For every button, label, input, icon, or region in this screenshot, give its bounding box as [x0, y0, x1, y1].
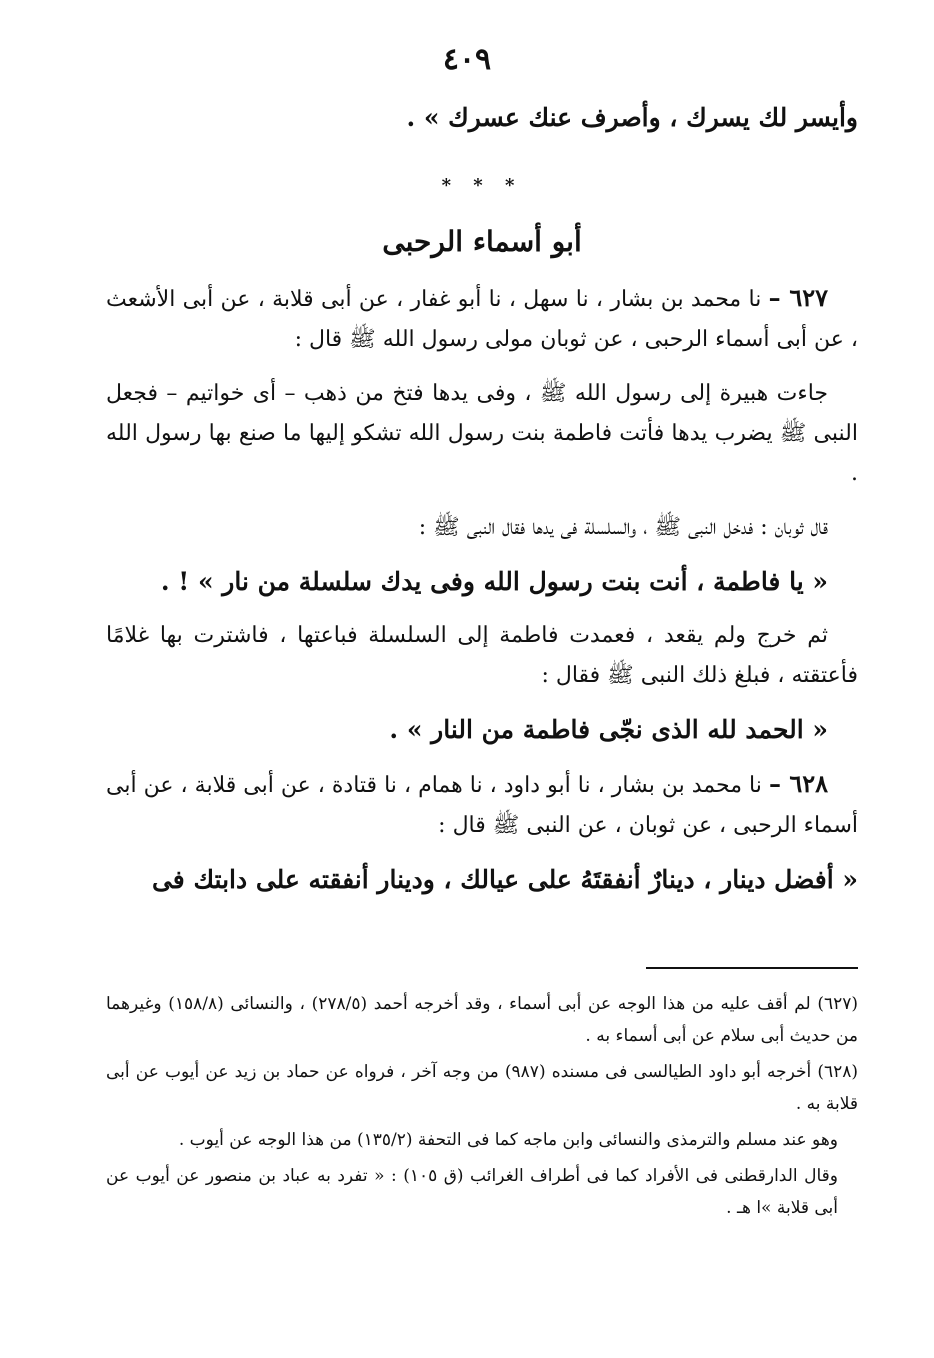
hadith-627-text-2: قال ثوبان : فدخل النبى ﷺ ، والسلسلة فى يدها فقال النبى ﷺ :	[418, 515, 828, 540]
footnotes	[106, 988, 858, 1228]
hadith-627-isnad	[106, 278, 858, 360]
hadith-628-number: ٦٢٨ –	[768, 769, 829, 798]
section-separator: * * *	[441, 175, 523, 196]
section-heading: أبو أسماء الرحبى	[382, 225, 582, 258]
footnote-628: (٦٢٨) أخرجه أبو داود الطيالسى فى مسنده (٩٨٧) من وجه آخر ، فرواه عن حماد بن زيد عن أيوب عن أبى قلابة به .	[106, 1062, 858, 1114]
footnote-divider	[646, 967, 858, 969]
footnote-627: (٦٢٧) لم أقف عليه من هذا الوجه عن أبى أسماء ، وقد أخرجه أحمد (٢٧٨/٥) ، والنسائى (١٥٨/٨) وغيرهما من حديث أبى سلام عن أبى أسماء به .	[106, 994, 859, 1046]
hadith-628-quote: « أفضل دينار ، دينارٌ أنفقتَهُ على عيالك ، ودينار أنفقته على دابتك فى	[151, 865, 858, 894]
footnote-628-continued: وهو عند مسلم والترمذى والنسائى وابن ماجه كما فى التحفة (١٣٥/٢) من هذا الوجه عن أيوب .	[178, 1130, 838, 1150]
hadith-628-isnad-text: نا محمد بن بشار ، نا أبو داود ، نا همام ، نا قتادة ، عن أبى قلابة ، عن أبى أسماء الرحبى ، عن ثوبان ، عن النبى ﷺ قال :	[106, 773, 858, 838]
hadith-627-isnad-text: نا محمد بن بشار ، نا سهل ، نا أبو غفار ، عن أبى قلابة ، عن أبى الأشعث ، عن أبى أسماء الرحبى ، عن ثوبان مولى رسول الله ﷺ قال :	[106, 287, 858, 352]
hadith-628-isnad	[106, 764, 858, 846]
continuation-line: وأيسر لك يسرك ، وأصرف عنك عسرك » .	[406, 103, 858, 132]
page-number: ٤٠٩	[442, 42, 492, 77]
footnote-628-daraqutni: وقال الدارقطنى فى الأفراد كما فى أطراف الغرائب (ق ١٠٥) : « تفرد به عباد بن منصور عن أيوب عن أبى قلابة »ا هـ .	[106, 1166, 838, 1218]
hadith-627-text-1: جاءت هبيرة إلى رسول الله ﷺ ، وفى يدها فتخ من ذهب – أى خواتيم – فجعل النبى ﷺ يضرب يدها فأتت فاطمة بنت رسول الله تشكو إليها ما صنع بها رسول الله .	[106, 381, 858, 486]
hadith-627-text-3: ثم خرج ولم يقعد ، فعمدت فاطمة إلى السلسلة فباعتها ، فاشترت بها غلامًا فأعتقته ، فبلغ ذلك النبى ﷺ فقال :	[106, 623, 858, 688]
hadith-627-quote-1: « يا فاطمة ، أنت بنت رسول الله وفى يدك سلسلة من نار » ! .	[160, 567, 828, 596]
hadith-627-number: ٦٢٧ –	[768, 283, 829, 312]
main-text	[106, 98, 858, 914]
hadith-627-quote-2: « الحمد لله الذى نجّى فاطمة من النار » .	[389, 715, 828, 744]
